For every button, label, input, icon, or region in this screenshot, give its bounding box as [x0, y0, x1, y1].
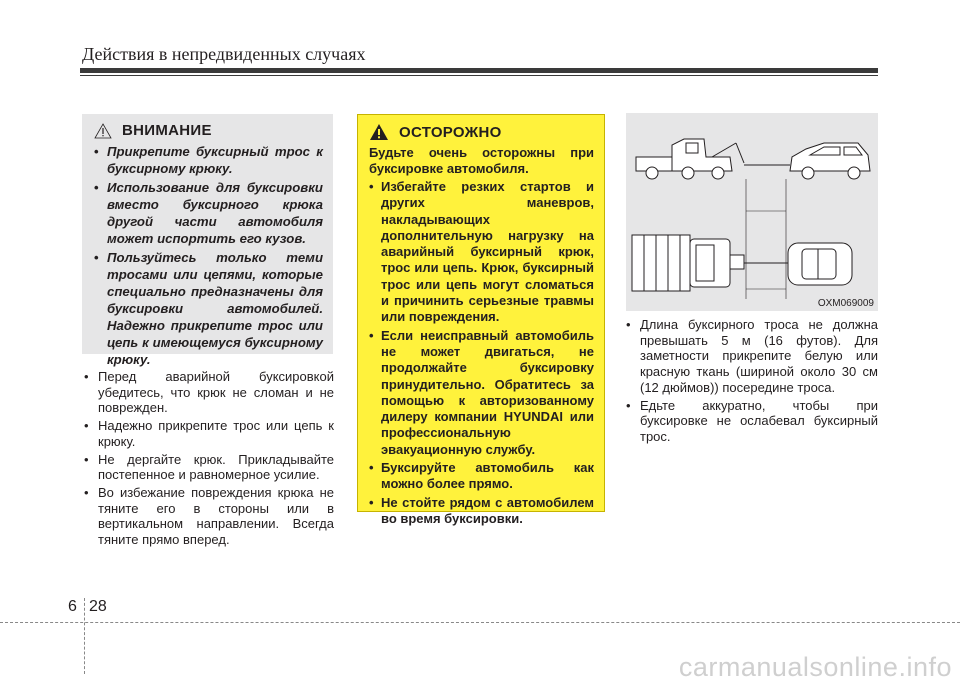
warning-box [357, 114, 605, 526]
towed-suv-top-icon [788, 243, 852, 285]
header-rule [80, 68, 878, 73]
tow-truck-top-icon [632, 235, 744, 291]
left-bullet-item: • Не дергайте крюк. Прикладывайте постепенное и равномерное усилие. [84, 452, 334, 483]
towing-illustration [626, 113, 878, 311]
left-bullet-item: • Перед аварийной буксировкой убедитесь, что крюк не сломан и не поврежден. [84, 369, 334, 416]
footer-rule [0, 622, 960, 623]
left-bullet-list [84, 369, 334, 550]
warning-triangle-icon [369, 123, 389, 141]
tow-truck-side-icon [636, 139, 744, 179]
right-bullet-item: • Едьте аккуратно, чтобы при буксировке не ослабевал буксирный трос. [626, 398, 878, 445]
section-number: 6 [68, 598, 77, 615]
footer-divider [84, 598, 85, 674]
right-bullet-item: • Длина буксирного троса не должна превышать 5 м (16 футов). Для заметности прикрепите белую или красную ткань (шириной около 30 см (12 дюймов)) посередине троса. [626, 317, 878, 396]
page-header-title: Действия в непредвиденных случаях [82, 44, 366, 64]
left-bullet-item: • Во избежание повреждения крюка не тяните его в стороны или в вертикальном направлении. Всегда тяните прямо вперед. [84, 485, 334, 548]
warning-item: • Если неисправный автомобиль не может двигаться, не продолжайте буксировку принудительно. Обратитесь за помощью к авторизованному дилеру компании HYUNDAI или профессиональную эвакуационную службу. [369, 328, 594, 458]
caution-item: • Использование для буксировки вместо буксирного крюка другой части автомобиля может испортить его кузов. [94, 179, 323, 247]
warning-intro: Будьте очень осторожны при буксировке автомобиля. [369, 145, 594, 176]
towed-suv-side-icon [790, 143, 870, 179]
warning-item: • Избегайте резких стартов и других маневров, накладывающих дополнительную нагрузку на аварийный буксирный крюк, трос или цепь. Крюк, буксирный трос или цепь могут сломаться и причинить серьезные травмы или повреждения. [369, 179, 594, 326]
caution-item: • Пользуйтесь только теми тросами или цепями, которые специально предназначены для буксировки автомобилей. Надежно прикрепите трос или цепь к имеющемуся буксирному крюку. [94, 249, 323, 368]
caution-list [94, 143, 323, 368]
warning-item: • Буксируйте автомобиль как можно более прямо. [369, 460, 594, 493]
caution-title: ВНИМАНИЕ [122, 122, 212, 139]
caution-item: • Прикрепите буксирный трос к буксирному крюку. [94, 143, 323, 177]
figure-code: OXM069009 [817, 298, 874, 309]
warning-title: ОСТОРОЖНО [399, 123, 502, 141]
warning-item: • Не стойте рядом с автомобилем во время буксировки. [369, 495, 594, 528]
warning-list [369, 179, 594, 527]
watermark: carmanualsonline.info [678, 652, 952, 682]
caution-box [82, 114, 333, 367]
page-number: 28 [89, 598, 107, 615]
right-bullet-list [626, 317, 878, 447]
left-bullet-item: • Надежно прикрепите трос или цепь к крюку. [84, 418, 334, 449]
caution-triangle-icon [94, 123, 112, 139]
